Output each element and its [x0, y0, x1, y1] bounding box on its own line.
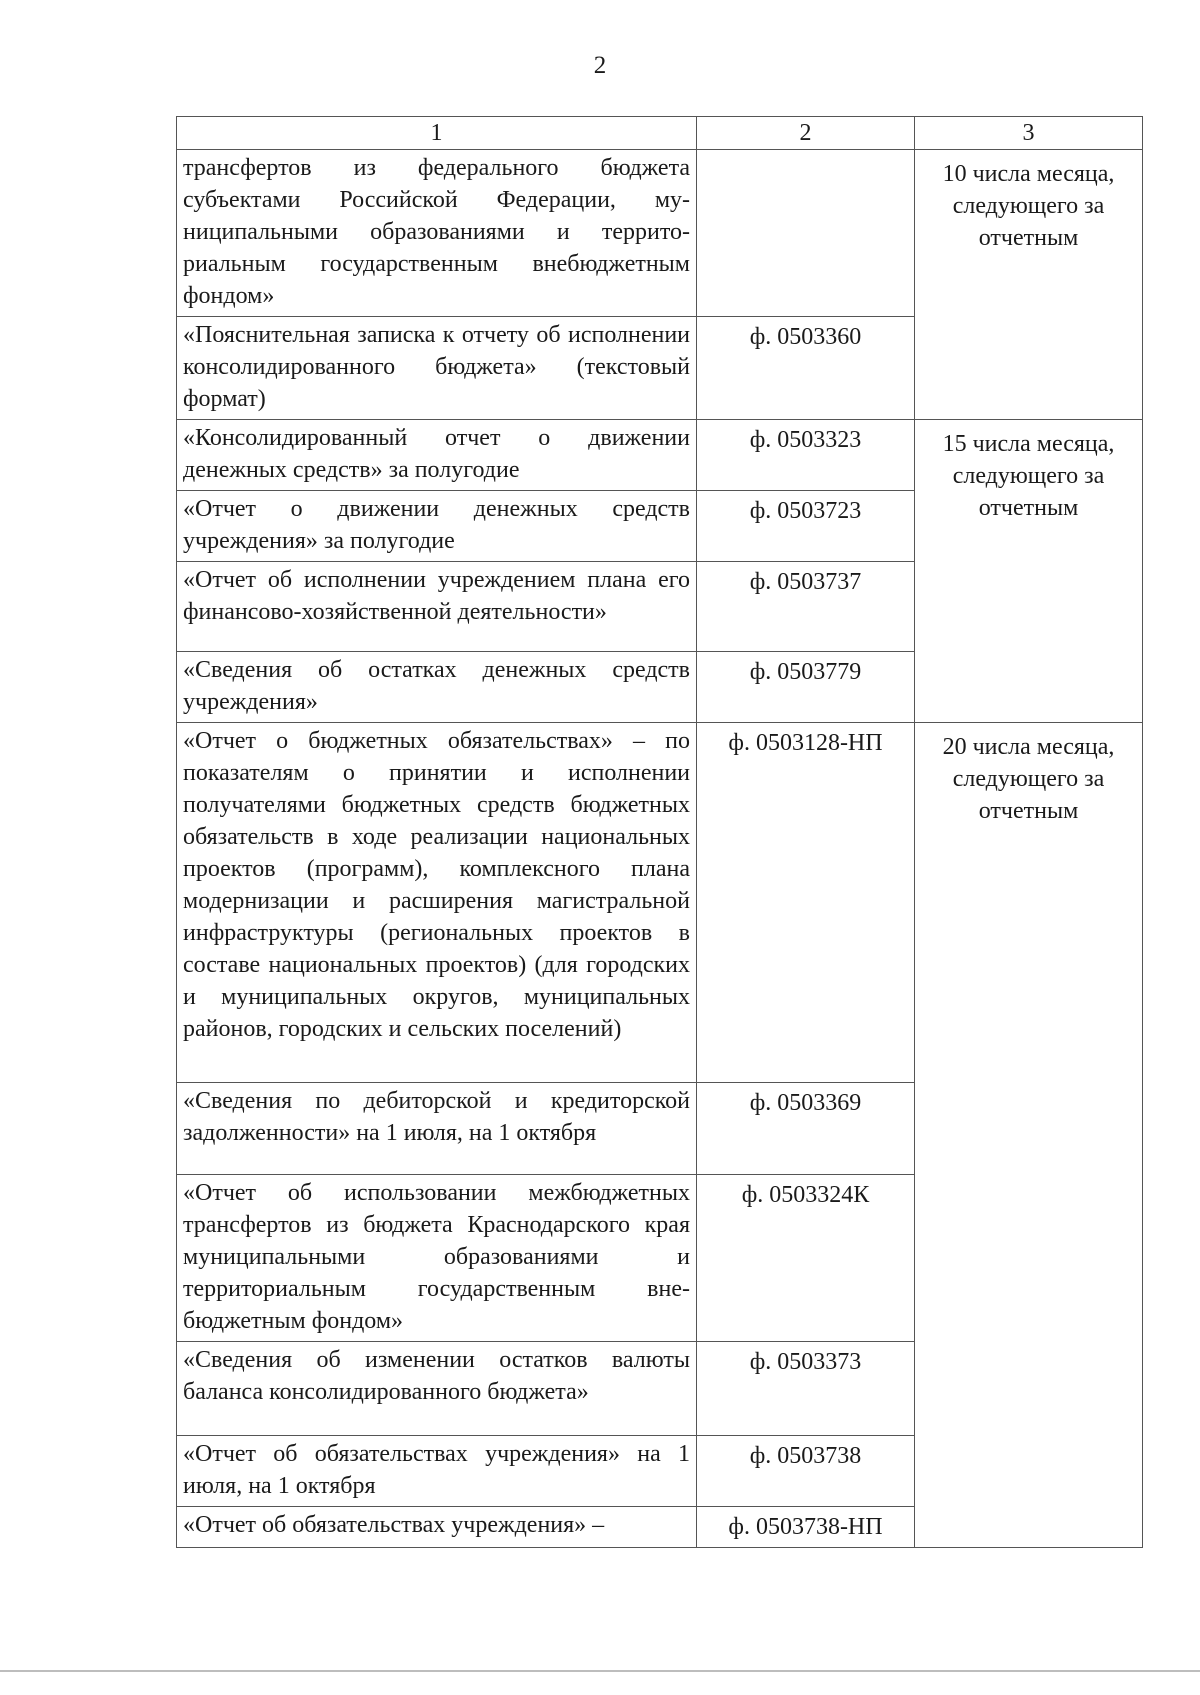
form-code-cell: ф. 0503324К — [697, 1175, 915, 1342]
reporting-forms-table — [176, 116, 1143, 1548]
form-code-cell: ф. 0503738-НП — [697, 1507, 915, 1548]
report-name-cell: «Консолидированный отчет о движении денежных средств» за полугодие — [177, 420, 697, 491]
form-code-cell: ф. 0503737 — [697, 562, 915, 652]
report-name-cell: трансфертов из федерального бюджета субъектами Российской Федерации, муниципальными образованиями и территориальным государственным внебюджетным фондом» — [177, 150, 697, 317]
report-name-cell: «Отчет об исполнении учреждением плана его финансово-хозяйственной деятельности» — [177, 562, 697, 652]
form-code-cell: ф. 0503128-НП — [697, 723, 915, 1083]
table-row — [177, 420, 1143, 491]
report-name-cell: «Пояснительная записка к отчету об исполнении консолидированного бюджета» (текстовый формат) — [177, 317, 697, 420]
report-name-cell: «Отчет о бюджетных обязательствах» – по показателям о принятии и исполнении получателями бюджетных средств бюджетных обязательств в ходе реализации национальных проектов (программ), комплексного плана модернизации и расширения магистральной инфраструктуры (региональных проектов в составе национальных проектов) (для городских и муниципальных округов, муниципальных районов, городских и сельских поселений) — [177, 723, 697, 1083]
form-code-cell: ф. 0503323 — [697, 420, 915, 491]
deadline-cell: 10 числа месяца, следующего за отчетным — [915, 150, 1143, 420]
form-code-cell: ф. 0503723 — [697, 491, 915, 562]
report-name-cell: «Отчет о движении денежных средств учреждения» за полугодие — [177, 491, 697, 562]
scan-edge-divider — [0, 1670, 1200, 1672]
deadline-cell: 15 числа месяца, следующего за отчетным — [915, 420, 1143, 723]
report-name-cell: «Сведения об изменении остатков валюты баланса консолидированного бюджета» — [177, 1342, 697, 1436]
deadline-cell: 20 числа месяца, следующего за отчетным — [915, 723, 1143, 1548]
form-code-cell: ф. 0503369 — [697, 1083, 915, 1175]
table-row — [177, 150, 1143, 317]
table-header-row — [177, 117, 1143, 150]
column-header-3: 3 — [915, 117, 1143, 150]
report-name-cell: «Сведения об остатках денежных средств учреждения» — [177, 652, 697, 723]
report-name-cell: «Сведения по дебиторской и кредиторской задолженности» на 1 июля, на 1 октября — [177, 1083, 697, 1175]
page-number: 2 — [593, 52, 607, 79]
column-header-1: 1 — [177, 117, 697, 150]
form-code-cell — [697, 150, 915, 317]
form-code-cell: ф. 0503360 — [697, 317, 915, 420]
table-row — [177, 723, 1143, 1083]
report-name-cell: «Отчет об использовании межбюджетных трансфертов из бюджета Краснодарского края муниципальными образованиями и территориальным государственным внебюджетным фондом» — [177, 1175, 697, 1342]
column-header-2: 2 — [697, 117, 915, 150]
report-name-cell: «Отчет об обязательствах учреждения» на 1 июля, на 1 октября — [177, 1436, 697, 1507]
form-code-cell: ф. 0503738 — [697, 1436, 915, 1507]
form-code-cell: ф. 0503373 — [697, 1342, 915, 1436]
report-name-cell: «Отчет об обязательствах учреждения» – — [177, 1507, 697, 1548]
form-code-cell: ф. 0503779 — [697, 652, 915, 723]
